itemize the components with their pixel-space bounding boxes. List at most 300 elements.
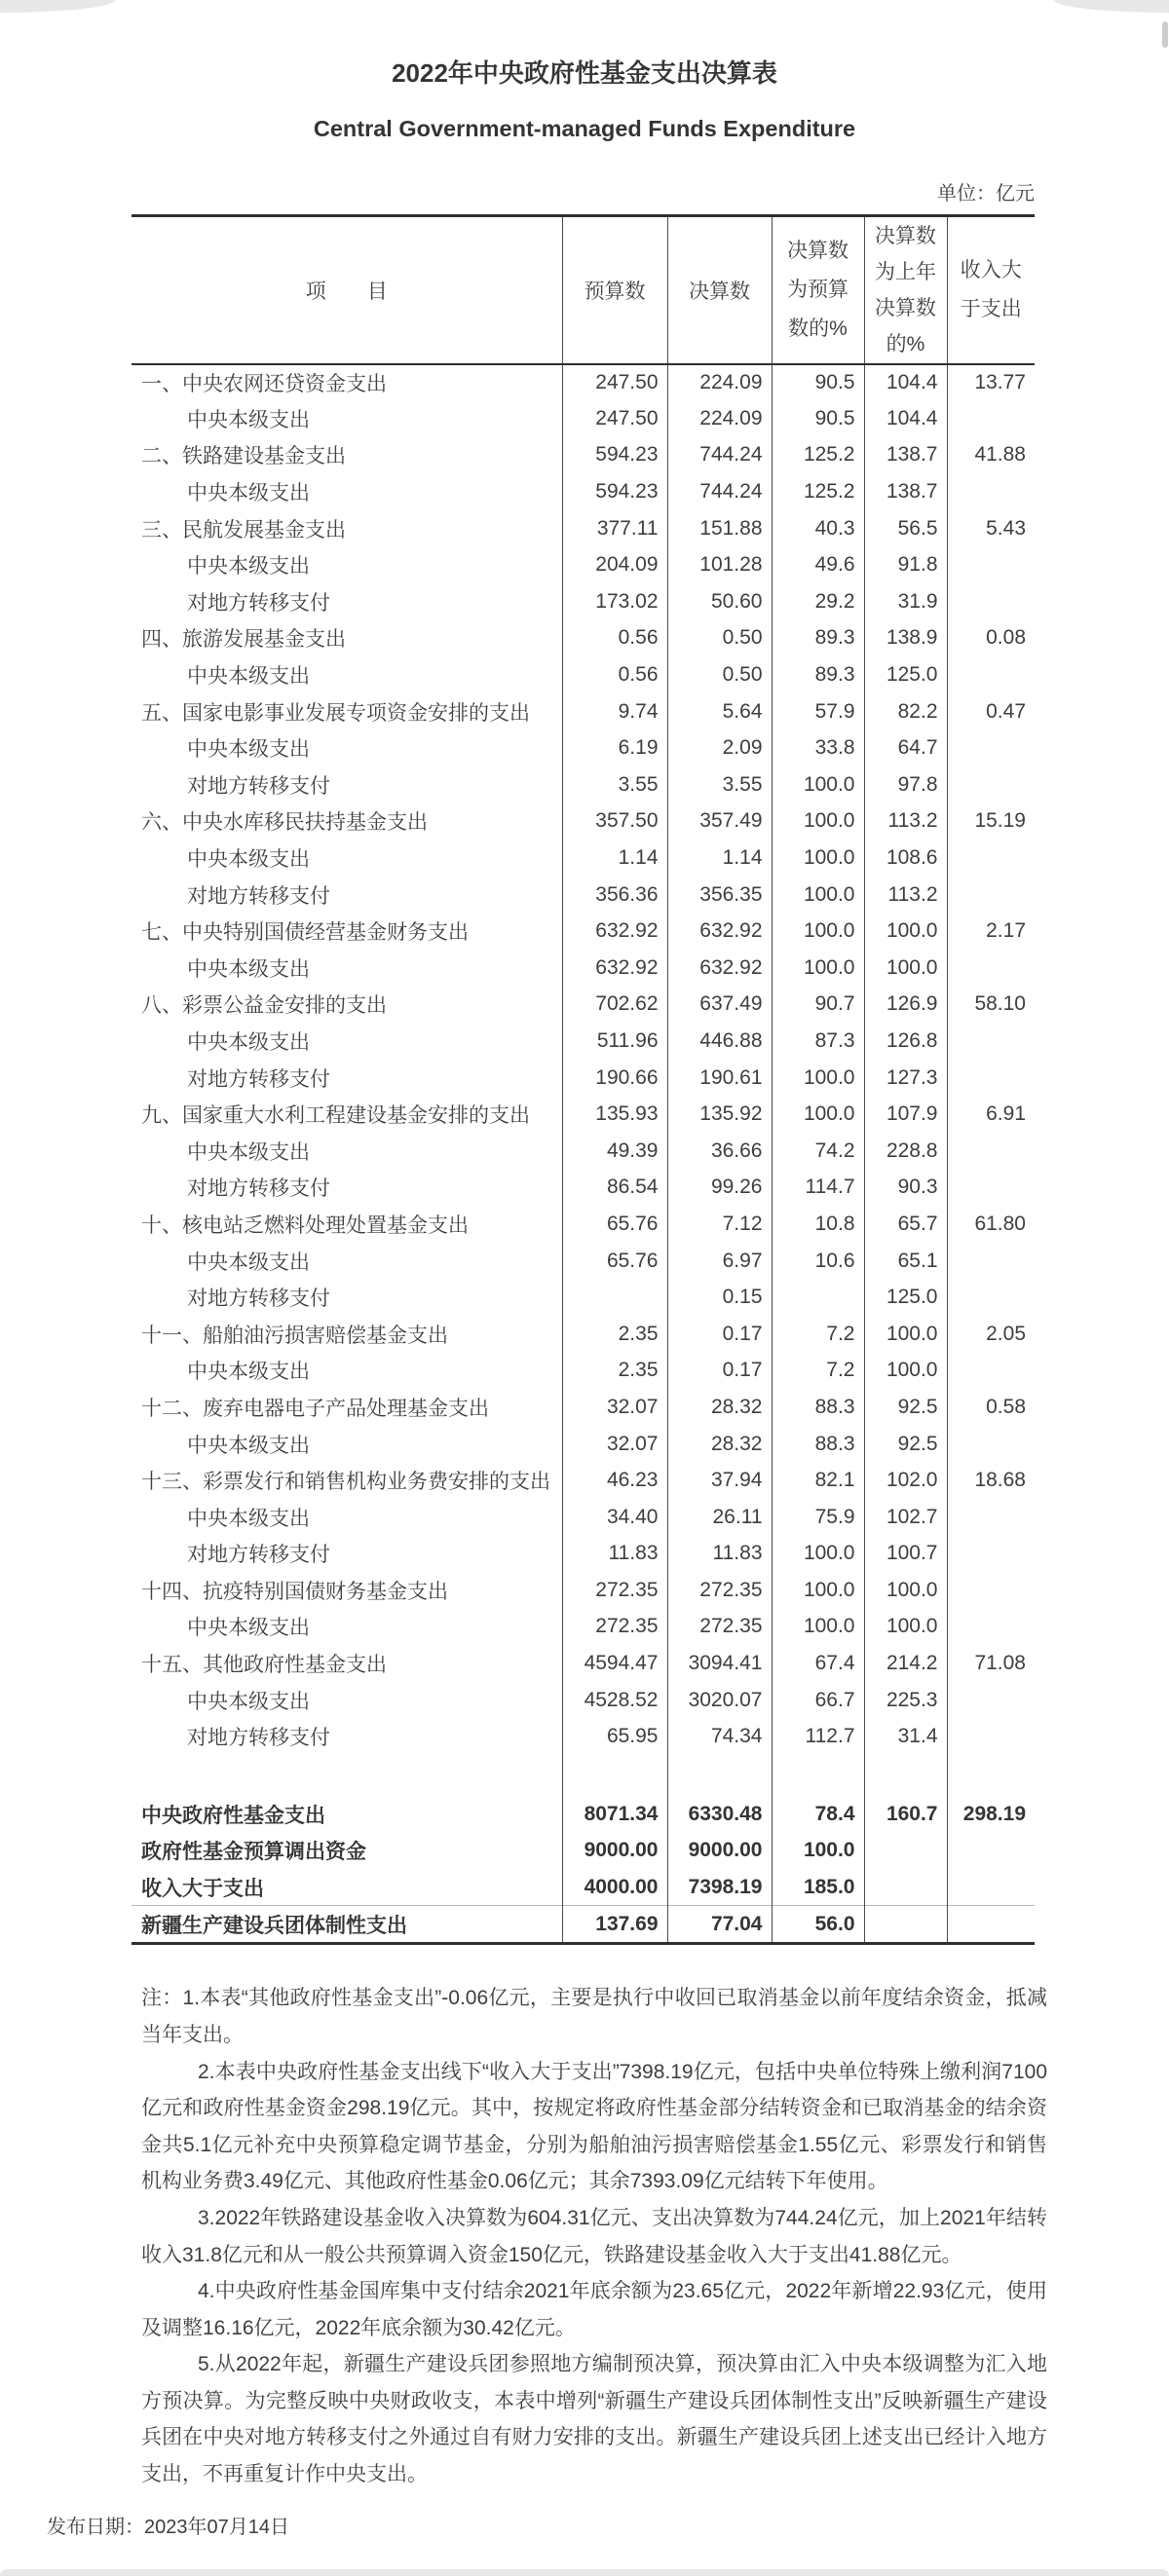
value-cell: 90.3: [864, 1170, 947, 1207]
value-cell: 632.92: [562, 913, 667, 950]
value-cell: 3020.07: [667, 1682, 772, 1719]
value-cell: 29.2: [772, 583, 864, 620]
value-cell: 160.7: [864, 1796, 947, 1833]
value-cell: 151.88: [667, 510, 772, 547]
value-cell: 272.35: [562, 1609, 667, 1646]
value-cell: 108.6: [864, 840, 947, 877]
value-cell: 357.50: [562, 803, 667, 840]
table-row: [132, 620, 1035, 657]
value-cell: 702.62: [562, 987, 667, 1024]
value-cell: 173.02: [562, 583, 667, 620]
table-row: [132, 364, 1035, 401]
item-cell: 中央本级支出: [132, 950, 562, 987]
table-row: [132, 1426, 1035, 1463]
item-cell: 十五、其他政府性基金支出: [132, 1645, 562, 1682]
value-cell: [947, 546, 1035, 583]
value-cell: 37.94: [667, 1462, 772, 1499]
funds-expenditure-table: [132, 214, 1035, 1945]
value-cell: 13.77: [974, 370, 1026, 393]
item-cell: 十、核电站乏燃料处理处置基金支出: [132, 1206, 562, 1243]
value-cell: 28.32: [667, 1426, 772, 1463]
value-cell: 100.0: [864, 1572, 947, 1609]
value-cell: 28.32: [667, 1389, 772, 1426]
value-cell: 138.7: [864, 473, 947, 510]
table-row: [132, 437, 1035, 474]
value-cell: 138.9: [864, 620, 947, 657]
value-cell: 74.2: [772, 1133, 864, 1170]
value-cell: 65.7: [864, 1206, 947, 1243]
table-row: [132, 1096, 1035, 1133]
value-cell: 135.92: [667, 1096, 772, 1133]
table-row: [132, 1572, 1035, 1609]
value-cell: 446.88: [667, 1023, 772, 1060]
table-row: [132, 1462, 1035, 1499]
value-cell: 138.7: [864, 437, 947, 474]
value-cell: 15.19: [974, 809, 1026, 833]
scrollbar-thumb[interactable]: [1162, 21, 1168, 48]
value-cell: 0.58: [986, 1395, 1026, 1418]
value-cell: [947, 1833, 1035, 1870]
value-cell: 100.0: [864, 1353, 947, 1390]
table-row: [132, 1796, 1035, 1833]
value-cell: 125.0: [864, 656, 947, 693]
value-cell: 32.07: [562, 1389, 667, 1426]
table-row: [132, 803, 1035, 840]
value-cell: 113.2: [864, 803, 947, 840]
value-cell: 75.9: [772, 1499, 864, 1536]
table-row: [132, 693, 1035, 730]
value-cell: 50.60: [667, 583, 772, 620]
item-cell: 七、中央特别国债经营基金财务支出: [132, 913, 562, 950]
item-cell: 对地方转移支付: [132, 1060, 562, 1097]
value-cell: 126.8: [864, 1023, 947, 1060]
value-cell: 6330.48: [667, 1796, 772, 1833]
value-cell: 71.08: [974, 1652, 1026, 1675]
value-cell: 11.83: [667, 1536, 772, 1573]
page-subtitle: Central Government-managed Funds Expenditure: [313, 116, 856, 141]
value-cell: 31.9: [864, 583, 947, 620]
note-paragraph: 2.本表中央政府性基金支出线下“收入大于支出”7398.19亿元，包括中央单位特殊上缴利润7100亿元和政府性基金资金298.19亿元。其中，按规定将政府性基金部分结转资金和已取消基金的结余资金共5.1亿元补充中央预算稳定调节基金，分别为船舶油污损害赔偿基金1.55亿元、彩票发行和销售机构业务费3.49亿元、其他政府性基金0.06亿元；其余7393.09亿元结转下年使用。: [141, 2060, 1047, 2193]
table-body: [132, 364, 1035, 1944]
value-cell: 6.19: [562, 729, 667, 766]
value-cell: 0.17: [667, 1316, 772, 1353]
value-cell: 91.8: [864, 546, 947, 583]
value-cell: 224.09: [667, 400, 772, 437]
value-cell: 7.2: [772, 1353, 864, 1390]
value-cell: [947, 1353, 1035, 1390]
value-cell: 99.26: [667, 1170, 772, 1207]
value-cell: [562, 1279, 667, 1316]
value-cell: [947, 840, 1035, 877]
value-cell: 1.14: [667, 840, 772, 877]
value-cell: 632.92: [667, 950, 772, 987]
column-header-text: 收入大于支出: [960, 258, 1022, 320]
value-cell: 100.0: [772, 1609, 864, 1646]
value-cell: [947, 766, 1035, 803]
value-cell: 97.8: [864, 766, 947, 803]
value-cell: 7.2: [772, 1316, 864, 1353]
value-cell: 18.68: [974, 1469, 1026, 1492]
value-cell: [947, 1572, 1035, 1609]
value-cell: 92.5: [864, 1389, 947, 1426]
value-cell: 65.1: [864, 1243, 947, 1280]
value-cell: 82.1: [772, 1462, 864, 1499]
value-cell: 9.74: [562, 693, 667, 730]
table-row: [132, 473, 1035, 510]
value-cell: 377.11: [562, 510, 667, 547]
item-cell: 中央本级支出: [132, 1609, 562, 1646]
item-cell: 五、国家电影事业发展专项资金安排的支出: [132, 693, 562, 730]
value-cell: 356.36: [562, 877, 667, 914]
item-cell: 中央本级支出: [132, 473, 562, 510]
table-row: [132, 1060, 1035, 1097]
value-cell: 100.0: [772, 803, 864, 840]
value-cell: [947, 1906, 1035, 1944]
value-cell: 247.50: [562, 400, 667, 437]
item-cell: 一、中央农网还贷资金支出: [132, 364, 562, 401]
item-cell: 中央本级支出: [132, 656, 562, 693]
value-cell: 107.9: [864, 1096, 947, 1133]
item-cell: 二、铁路建设基金支出: [132, 437, 562, 474]
table-row: [132, 1833, 1035, 1870]
value-cell: 2.09: [667, 729, 772, 766]
value-cell: 3094.41: [667, 1645, 772, 1682]
value-cell: 0.17: [667, 1353, 772, 1390]
value-cell: 4594.47: [562, 1645, 667, 1682]
value-cell: [947, 1170, 1035, 1207]
value-cell: 8071.34: [562, 1796, 667, 1833]
table-row: [132, 729, 1035, 766]
value-cell: [947, 1060, 1035, 1097]
table-header: [132, 216, 1035, 364]
value-cell: 114.7: [772, 1170, 864, 1207]
value-cell: 90.5: [772, 364, 864, 401]
value-cell: 637.49: [667, 987, 772, 1024]
column-header: 预算数: [562, 216, 667, 364]
table-row: [132, 1353, 1035, 1390]
item-cell: 中央本级支出: [132, 840, 562, 877]
value-cell: 0.47: [986, 699, 1026, 723]
value-cell: 127.3: [864, 1060, 947, 1097]
value-cell: 100.0: [864, 950, 947, 987]
value-cell: 357.49: [667, 803, 772, 840]
value-cell: 7.12: [667, 1206, 772, 1243]
value-cell: 112.7: [772, 1718, 864, 1755]
table-row: [132, 877, 1035, 914]
publish-date: 发布日期：2023年07月14日: [47, 2516, 289, 2538]
value-cell: 0.15: [667, 1279, 772, 1316]
table-row: [132, 913, 1035, 950]
value-cell: 67.4: [772, 1645, 864, 1682]
column-header: [947, 216, 1035, 364]
value-cell: 65.76: [562, 1243, 667, 1280]
value-cell: 100.0: [864, 1316, 947, 1353]
value-cell: [947, 1279, 1035, 1316]
page-bottom-edge: [0, 2569, 1169, 2576]
value-cell: 113.2: [864, 877, 947, 914]
value-cell: 100.0: [864, 1609, 947, 1646]
value-cell: 31.4: [864, 1718, 947, 1755]
value-cell: 100.0: [772, 950, 864, 987]
header-row: [132, 216, 1035, 364]
value-cell: 137.69: [562, 1906, 667, 1944]
value-cell: 135.93: [562, 1096, 667, 1133]
item-cell: 对地方转移支付: [132, 877, 562, 914]
value-cell: 125.2: [772, 473, 864, 510]
value-cell: 100.7: [864, 1536, 947, 1573]
value-cell: 56.5: [864, 510, 947, 547]
item-cell: 对地方转移支付: [132, 1536, 562, 1573]
table-row: [132, 1645, 1035, 1682]
table-row: [132, 1682, 1035, 1719]
value-cell: 632.92: [667, 913, 772, 950]
value-cell: 57.9: [772, 693, 864, 730]
item-cell: 十四、抗疫特别国债财务基金支出: [132, 1572, 562, 1609]
value-cell: [947, 729, 1035, 766]
value-cell: [864, 1833, 947, 1870]
empty-cell: [667, 1755, 772, 1796]
column-header-text: 决算数为预算数的%: [787, 239, 848, 340]
notes-block: [141, 1980, 1047, 2492]
value-cell: 100.0: [864, 913, 947, 950]
value-cell: 74.34: [667, 1718, 772, 1755]
value-cell: [947, 656, 1035, 693]
value-cell: [947, 1718, 1035, 1755]
value-cell: 228.8: [864, 1133, 947, 1170]
column-header: 项 目: [132, 216, 562, 364]
table-row: [132, 1170, 1035, 1207]
empty-cell: [947, 1755, 1035, 1796]
table-row: [132, 510, 1035, 547]
note-paragraph: 5.从2022年起，新疆生产建设兵团参照地方编制预决算，预决算由汇入中央本级调整为汇入地方预决算。为完整反映中央财政收支，本表中增列“新疆生产建设兵团体制性支出”反映新疆生产建设兵团在中央对地方转移支付之外通过自有财力安排的支出。新疆生产建设兵团上述支出已经计入地方支出，不再重复计作中央支出。: [141, 2353, 1047, 2486]
column-header: [772, 216, 864, 364]
value-cell: 10.6: [772, 1243, 864, 1280]
value-cell: 100.0: [772, 1536, 864, 1573]
value-cell: 7398.19: [667, 1869, 772, 1906]
value-cell: 125.0: [864, 1279, 947, 1316]
value-cell: 90.7: [772, 987, 864, 1024]
value-cell: 5.43: [986, 516, 1026, 540]
value-cell: [947, 1023, 1035, 1060]
table-row: [132, 1023, 1035, 1060]
value-cell: [947, 400, 1035, 437]
item-cell: 中央本级支出: [132, 546, 562, 583]
value-cell: [947, 583, 1035, 620]
value-cell: [947, 1682, 1035, 1719]
value-cell: [947, 1243, 1035, 1280]
note-paragraph: 3.2022年铁路建设基金收入决算数为604.31亿元、支出决算数为744.24亿元，加上2021年结转收入31.8亿元和从一般公共预算调入资金150亿元，铁路建设基金收入大于支出41.88亿元。: [141, 2206, 1047, 2266]
value-cell: 87.3: [772, 1023, 864, 1060]
value-cell: 77.04: [667, 1906, 772, 1944]
table-row: [132, 546, 1035, 583]
item-cell: 三、民航发展基金支出: [132, 510, 562, 547]
empty-cell: [562, 1755, 667, 1796]
value-cell: 89.3: [772, 620, 864, 657]
value-cell: 78.4: [772, 1796, 864, 1833]
value-cell: 66.7: [772, 1682, 864, 1719]
value-cell: 104.4: [864, 400, 947, 437]
table-row: [132, 1389, 1035, 1426]
item-cell: 中央本级支出: [132, 1243, 562, 1280]
item-cell: 十三、彩票发行和销售机构业务费安排的支出: [132, 1462, 562, 1499]
value-cell: 272.35: [667, 1609, 772, 1646]
value-cell: 36.66: [667, 1133, 772, 1170]
value-cell: [947, 1536, 1035, 1573]
value-cell: [947, 877, 1035, 914]
table-row: [132, 656, 1035, 693]
value-cell: 9000.00: [562, 1833, 667, 1870]
value-cell: 9000.00: [667, 1833, 772, 1870]
value-cell: [864, 1906, 947, 1944]
table-row: [132, 840, 1035, 877]
value-cell: 125.2: [772, 437, 864, 474]
value-cell: 247.50: [562, 364, 667, 401]
value-cell: 82.2: [864, 693, 947, 730]
value-cell: 0.50: [667, 656, 772, 693]
value-cell: 33.8: [772, 729, 864, 766]
value-cell: 3.55: [562, 766, 667, 803]
value-cell: 88.3: [772, 1389, 864, 1426]
value-cell: [947, 1609, 1035, 1646]
value-cell: 100.0: [772, 840, 864, 877]
value-cell: 100.0: [772, 1833, 864, 1870]
value-cell: 225.3: [864, 1682, 947, 1719]
value-cell: 298.19: [962, 1802, 1026, 1825]
value-cell: 61.80: [974, 1212, 1026, 1235]
spacer-row: [132, 1755, 1035, 1796]
value-cell: 185.0: [772, 1869, 864, 1906]
value-cell: 58.10: [974, 992, 1026, 1016]
value-cell: 86.54: [562, 1170, 667, 1207]
table-row: [132, 583, 1035, 620]
item-cell: 十一、船舶油污损害赔偿基金支出: [132, 1316, 562, 1353]
value-cell: 2.05: [986, 1322, 1026, 1345]
table-row: [132, 1906, 1035, 1944]
value-cell: 3.55: [667, 766, 772, 803]
item-cell: 中央本级支出: [132, 1499, 562, 1536]
table-row: [132, 1316, 1035, 1353]
value-cell: 1.14: [562, 840, 667, 877]
table-row: [132, 1609, 1035, 1646]
item-cell: 中央本级支出: [132, 729, 562, 766]
value-cell: 41.88: [974, 443, 1026, 467]
item-cell: 四、旅游发展基金支出: [132, 620, 562, 657]
table-row: [132, 1869, 1035, 1906]
value-cell: 89.3: [772, 656, 864, 693]
item-cell: 对地方转移支付: [132, 1718, 562, 1755]
value-cell: 100.0: [772, 1060, 864, 1097]
column-header-text: 决算数为上年决算数的%: [875, 224, 936, 355]
value-cell: 100.0: [772, 913, 864, 950]
value-cell: 100.0: [772, 877, 864, 914]
value-cell: 0.56: [562, 620, 667, 657]
value-cell: 214.2: [864, 1645, 947, 1682]
value-cell: 4000.00: [562, 1869, 667, 1906]
column-header: [864, 216, 947, 364]
item-cell: 六、中央水库移民扶持基金支出: [132, 803, 562, 840]
column-header: 决算数: [667, 216, 772, 364]
value-cell: 34.40: [562, 1499, 667, 1536]
value-cell: 65.76: [562, 1206, 667, 1243]
value-cell: 126.9: [864, 987, 947, 1024]
value-cell: 272.35: [562, 1572, 667, 1609]
item-cell: 对地方转移支付: [132, 766, 562, 803]
note-paragraph: 注：1.本表“其他政府性基金支出”-0.06亿元，主要是执行中收回已取消基金以前年度结余资金，抵减当年支出。: [141, 1987, 1047, 2046]
value-cell: 88.3: [772, 1426, 864, 1463]
item-cell: 中央本级支出: [132, 400, 562, 437]
table-row: [132, 1133, 1035, 1170]
value-cell: 64.7: [864, 729, 947, 766]
empty-cell: [132, 1755, 562, 1796]
value-cell: 272.35: [667, 1572, 772, 1609]
table-row: [132, 400, 1035, 437]
value-cell: 104.4: [864, 364, 947, 401]
value-cell: [864, 1869, 947, 1906]
value-cell: 356.35: [667, 877, 772, 914]
table-section: [132, 183, 1035, 1945]
item-cell: 中央本级支出: [132, 1426, 562, 1463]
value-cell: 594.23: [562, 437, 667, 474]
value-cell: 102.0: [864, 1462, 947, 1499]
note-paragraph: 4.中央政府性基金国库集中支付结余2021年底余额为23.65亿元，2022年新增22.93亿元，使用及调整16.16亿元，2022年底余额为30.42亿元。: [141, 2280, 1047, 2339]
item-cell: 收入大于支出: [132, 1869, 562, 1906]
value-cell: 632.92: [562, 950, 667, 987]
item-cell: 对地方转移支付: [132, 1279, 562, 1316]
value-cell: 46.23: [562, 1462, 667, 1499]
value-cell: 10.8: [772, 1206, 864, 1243]
value-cell: 0.08: [986, 626, 1026, 650]
value-cell: 100.0: [772, 1096, 864, 1133]
value-cell: 92.5: [864, 1426, 947, 1463]
value-cell: 101.28: [667, 546, 772, 583]
item-cell: 对地方转移支付: [132, 583, 562, 620]
table-row: [132, 1536, 1035, 1573]
value-cell: 594.23: [562, 473, 667, 510]
value-cell: 100.0: [772, 766, 864, 803]
value-cell: 204.09: [562, 546, 667, 583]
item-cell: 九、国家重大水利工程建设基金安排的支出: [132, 1096, 562, 1133]
value-cell: [947, 473, 1035, 510]
value-cell: 744.24: [667, 473, 772, 510]
empty-cell: [864, 1755, 947, 1796]
value-cell: 100.0: [772, 1572, 864, 1609]
value-cell: 49.6: [772, 546, 864, 583]
empty-cell: [772, 1755, 864, 1796]
value-cell: 4528.52: [562, 1682, 667, 1719]
value-cell: [947, 1869, 1035, 1906]
table-row: [132, 766, 1035, 803]
value-cell: 0.50: [667, 620, 772, 657]
value-cell: 2.35: [562, 1353, 667, 1390]
value-cell: 190.61: [667, 1060, 772, 1097]
value-cell: [947, 1426, 1035, 1463]
table-row: [132, 987, 1035, 1024]
value-cell: 6.97: [667, 1243, 772, 1280]
item-cell: 政府性基金预算调出资金: [132, 1833, 562, 1870]
value-cell: [947, 950, 1035, 987]
page-title: 2022年中央政府性基金支出决算表: [392, 58, 777, 88]
item-cell: 中央本级支出: [132, 1023, 562, 1060]
item-cell: 八、彩票公益金安排的支出: [132, 987, 562, 1024]
value-cell: 224.09: [667, 364, 772, 401]
item-cell: 中央本级支出: [132, 1682, 562, 1719]
item-cell: 十二、废弃电器电子产品处理基金支出: [132, 1389, 562, 1426]
table-row: [132, 1243, 1035, 1280]
value-cell: [947, 1133, 1035, 1170]
item-cell: 对地方转移支付: [132, 1170, 562, 1207]
table-row: [132, 1718, 1035, 1755]
value-cell: 65.95: [562, 1718, 667, 1755]
